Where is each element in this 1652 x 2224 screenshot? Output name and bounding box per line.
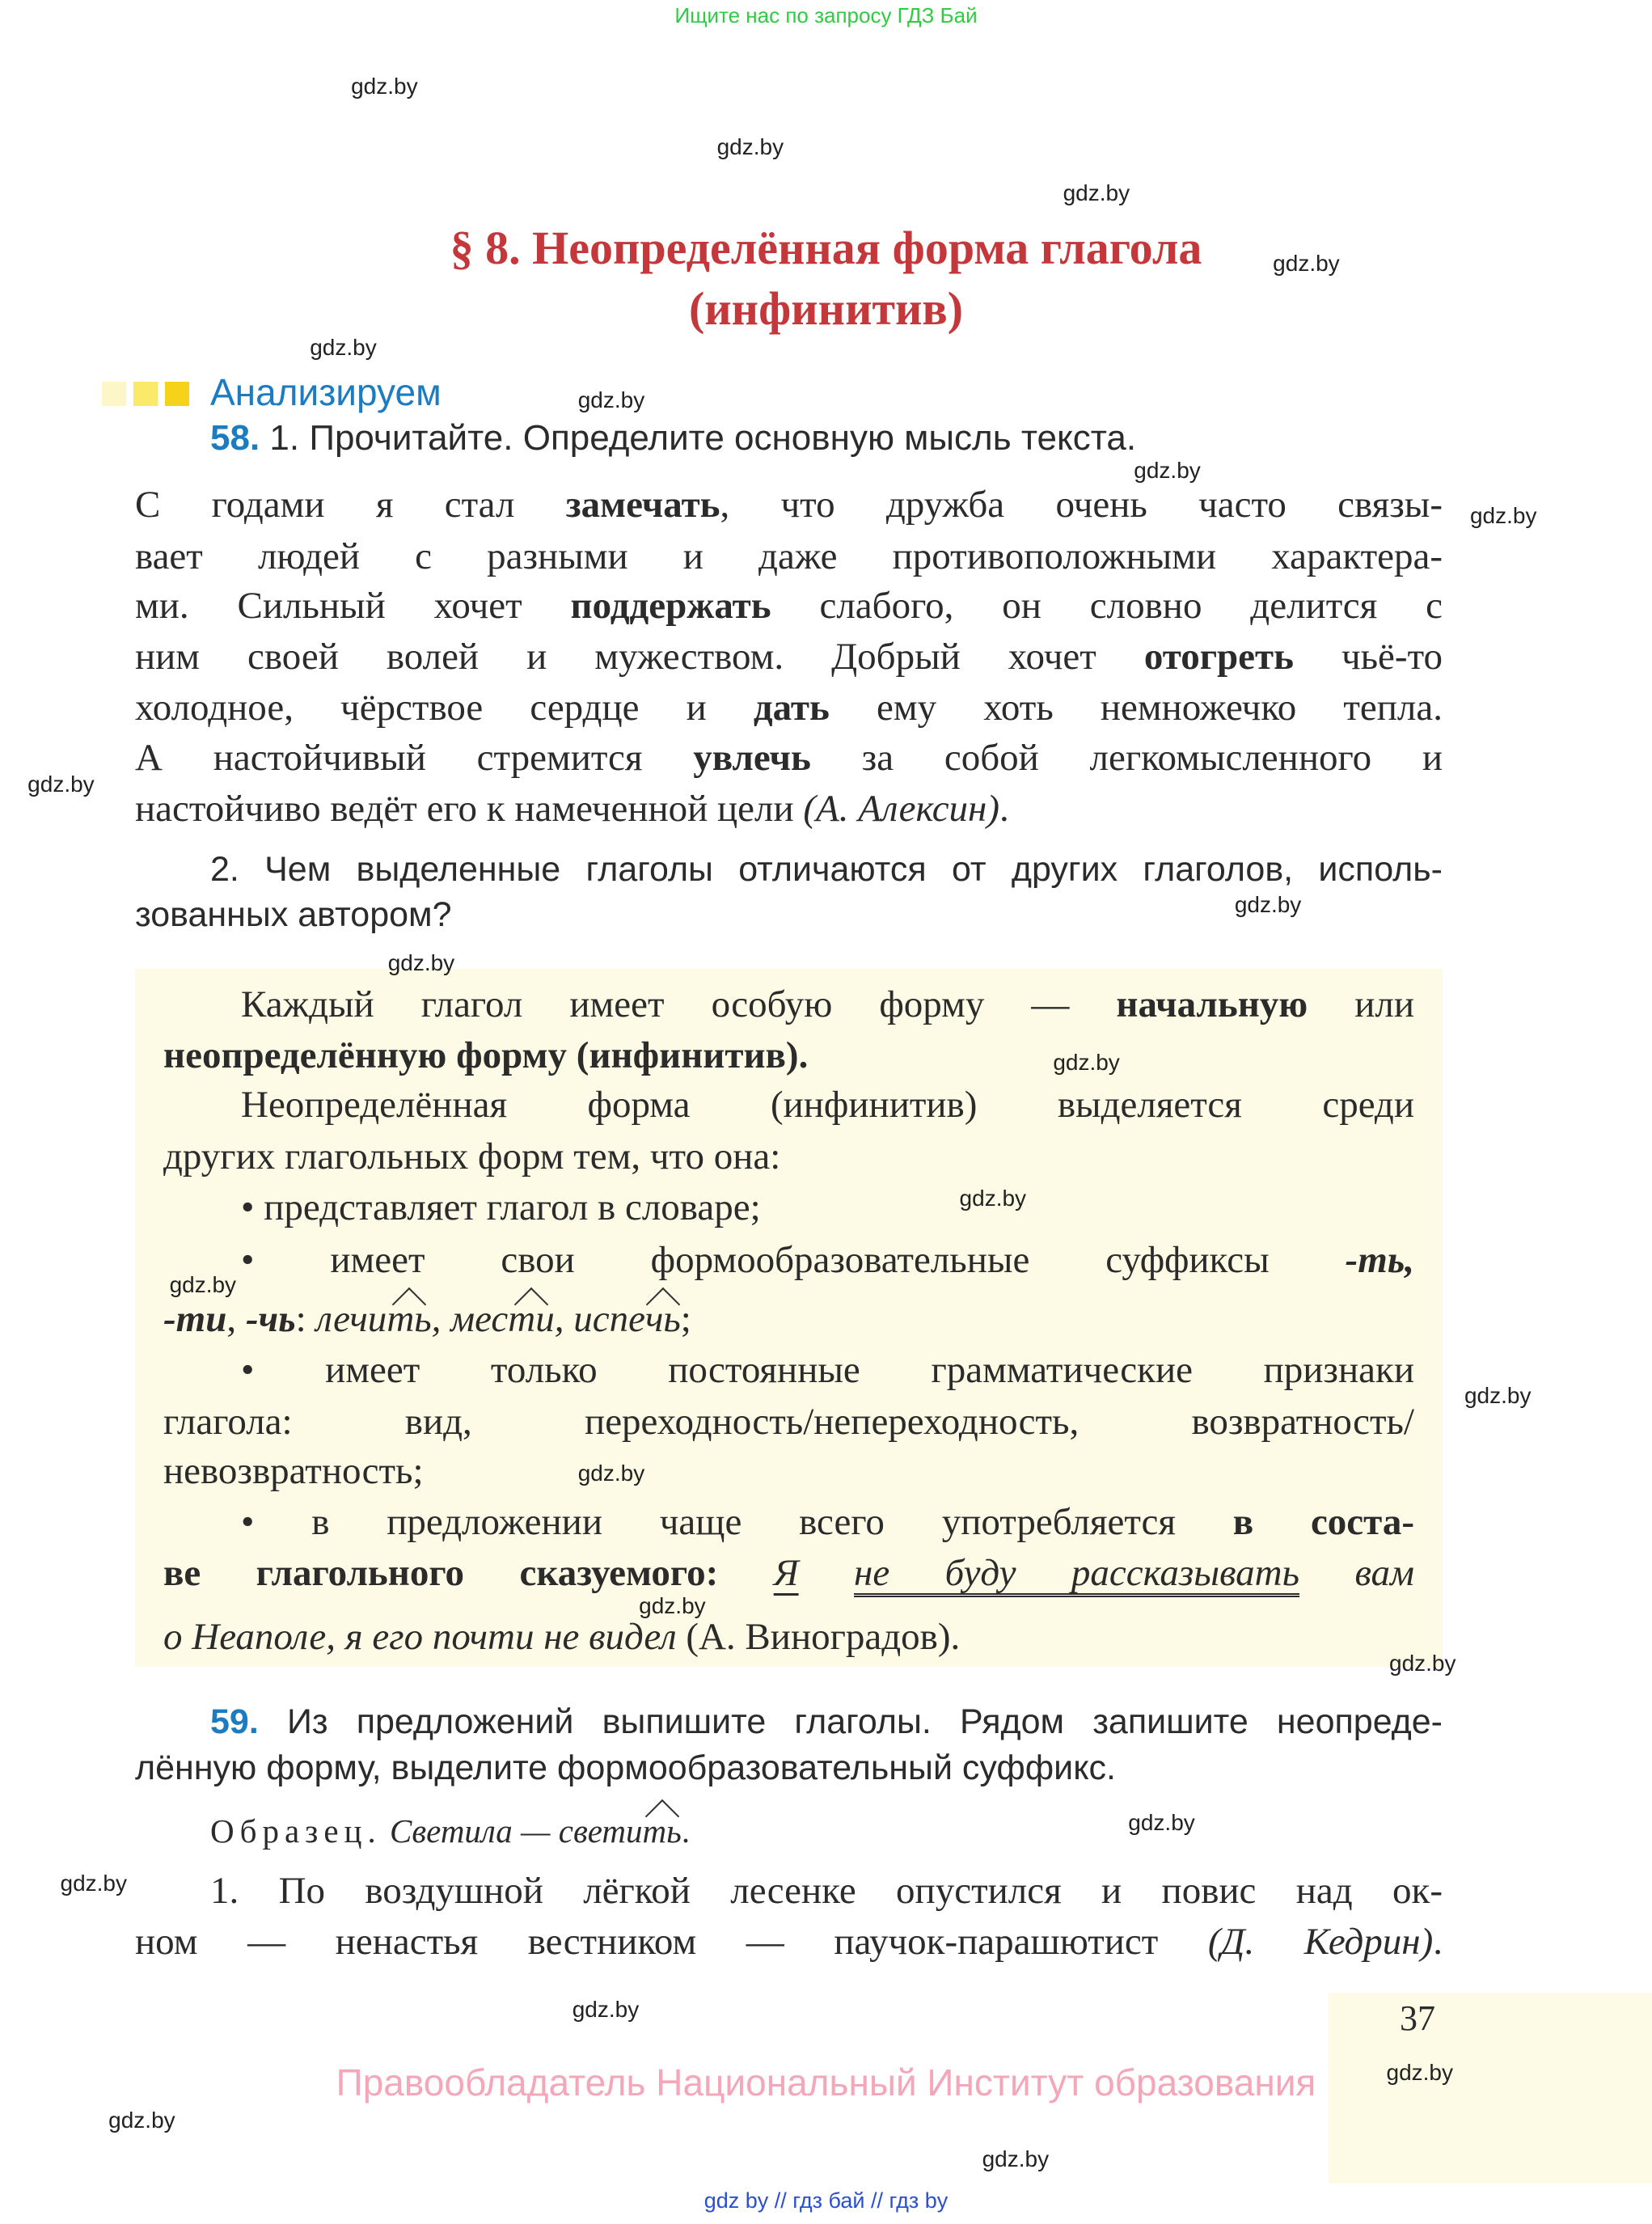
text-line	[241, 1235, 1414, 1285]
text-segment: , что дружба очень часто связы-	[720, 484, 1443, 526]
text-segment: о Неаполе, я его почти не видел	[163, 1616, 677, 1658]
bottom-links[interactable]: gdz by // гдз бай // гдз by	[703, 2188, 949, 2213]
text-segment: других глагольных форм тем, что она:	[163, 1135, 781, 1178]
text-line	[163, 1131, 780, 1182]
suffix-mark: чь	[645, 1294, 681, 1344]
text-segment: неопределённую форму (инфинитив).	[163, 1034, 809, 1076]
text-line	[241, 1345, 1414, 1395]
text-segment: лечи	[315, 1298, 387, 1340]
text-segment: ми. Сильный хочет	[135, 585, 571, 627]
text-line	[163, 1446, 424, 1496]
watermark: gdz.by	[982, 2146, 1050, 2171]
text-segment: не буду рассказывать	[854, 1552, 1299, 1594]
text-segment: А настойчивый стремится	[135, 737, 694, 779]
text-line	[241, 979, 1414, 1030]
text-line	[163, 1294, 691, 1344]
text-line	[135, 632, 1443, 682]
text-line	[135, 1917, 1443, 1967]
text-segment: Я	[773, 1552, 799, 1594]
watermark: gdz.by	[27, 771, 95, 797]
text-segment: холодное, чёрствое сердце и	[135, 687, 754, 729]
text-segment: замечать	[565, 484, 720, 526]
text-segment: увлечь	[693, 737, 811, 779]
watermark: gdz.by	[60, 1871, 127, 1896]
exercise-58-task1	[210, 416, 1136, 461]
watermark: gdz.by	[1234, 892, 1302, 918]
text-segment: :	[295, 1298, 316, 1340]
text-segment	[799, 1552, 854, 1594]
text-line	[163, 1397, 1414, 1447]
copyright-footer: Правообладатель Национальный Институт образования	[336, 2061, 1316, 2103]
watermark: gdz.by	[577, 387, 645, 412]
text-segment: ве глагольного сказуемого:	[163, 1552, 719, 1594]
text-segment: Неопределённая форма (инфинитив) выделяется среди	[241, 1084, 1414, 1126]
section-square-icon	[102, 382, 126, 406]
watermark: gdz.by	[387, 949, 455, 975]
text-segment: начальную	[1116, 983, 1308, 1025]
text-line	[241, 1497, 1414, 1547]
section-square-icon	[133, 382, 158, 406]
section-label: Анализируем	[210, 371, 442, 413]
text-segment: , мес	[431, 1298, 509, 1340]
text-segment: .	[1433, 1921, 1443, 1963]
search-banner: Ищите нас по запросу ГДЗ Бай	[674, 3, 978, 27]
text-segment: глагола: вид, переходность/непереходность, возвратность/	[163, 1401, 1414, 1443]
text-segment: невозвратность;	[163, 1450, 424, 1492]
text-line	[135, 581, 1443, 631]
suffix-mark: ти	[508, 1294, 554, 1344]
text-line	[210, 1866, 1443, 1916]
text-segment: ,	[226, 1298, 246, 1340]
text-line	[163, 1612, 960, 1662]
text-segment: (Д. Кедрин)	[1207, 1921, 1434, 1963]
text-segment: Образец.	[210, 1812, 382, 1850]
watermark: gdz.by	[169, 1272, 237, 1298]
text-segment: • в предложении чаще всего употребляется	[241, 1501, 1233, 1543]
text-line	[135, 531, 1443, 581]
text-segment: (А. Алексин)	[803, 788, 1000, 830]
watermark: gdz.by	[1386, 2059, 1453, 2085]
watermark: gdz.by	[310, 334, 377, 360]
text-segment: , испе	[554, 1298, 645, 1340]
text-segment: -ти	[163, 1298, 227, 1340]
text-segment: поддержать	[570, 585, 771, 627]
text-segment: в соста-	[1232, 1501, 1414, 1543]
watermark: gdz.by	[1128, 1809, 1195, 1835]
text-line	[210, 1806, 690, 1856]
text-segment	[718, 1552, 773, 1594]
text-segment: чьё-то	[1293, 636, 1443, 678]
text-line	[241, 1182, 761, 1233]
text-segment: или	[1308, 983, 1414, 1025]
watermark: gdz.by	[716, 134, 784, 160]
text-line	[163, 1548, 1414, 1598]
text-segment: за собой легкомысленного и	[810, 737, 1443, 779]
section-square-icon	[165, 382, 189, 406]
text-segment: дать	[753, 687, 830, 729]
text-segment: • имеет свои формообразовательные суффиксы	[241, 1239, 1346, 1281]
page-title-line2: (инфинитив)	[688, 282, 964, 335]
text-segment: • имеет только постоянные грамматические признаки	[241, 1349, 1414, 1391]
exercise-59-task-line	[210, 1699, 1443, 1744]
text-segment: Каждый глагол имеет особую форму —	[241, 983, 1117, 1025]
watermark: gdz.by	[1134, 458, 1201, 484]
exercise-58-task2-line: 2. Чем выделенные глаголы отличаются от других глаголов, исполь-	[210, 850, 1443, 889]
text-segment: 1. По воздушной лёгкой лесенке опустился и повис над ок-	[210, 1870, 1443, 1912]
watermark: gdz.by	[639, 1592, 706, 1618]
watermark: gdz.by	[577, 1461, 645, 1486]
text-segment: Светила — свети	[381, 1812, 643, 1850]
text-segment: ним своей волей и мужеством. Добрый хочет	[135, 636, 1144, 678]
text-segment: -чь	[245, 1298, 296, 1340]
text-segment: (А. Виноградов).	[676, 1616, 961, 1658]
page-title-line1: § 8. Неопределённая форма глагола	[450, 222, 1202, 274]
text-line	[135, 480, 1443, 530]
watermark: gdz.by	[1464, 1382, 1532, 1408]
text-segment: -ть,	[1345, 1239, 1414, 1281]
watermark: gdz.by	[1053, 1049, 1120, 1075]
text-line	[135, 733, 1443, 783]
text-segment: вает людей с разными и даже противоположными характера-	[135, 535, 1443, 577]
exercise-59-task-line: лённую форму, выделите формообразовательный суффикс.	[135, 1748, 1116, 1787]
watermark: gdz.by	[108, 2108, 175, 2133]
watermark: gdz.by	[1469, 503, 1537, 529]
watermark: gdz.by	[572, 1997, 640, 2023]
text-segment: .	[999, 788, 1009, 830]
text-segment: ;	[680, 1298, 691, 1340]
watermark: gdz.by	[1389, 1651, 1456, 1676]
text-segment: ном — ненастья вестником — паучок-парашютист	[135, 1921, 1208, 1963]
suffix-mark: ть	[643, 1806, 682, 1856]
watermark: gdz.by	[1273, 251, 1340, 277]
text-segment: слабого, он словно делится с	[771, 585, 1443, 627]
text-segment: вам	[1299, 1552, 1414, 1594]
text-line	[241, 1080, 1414, 1130]
text-segment: • представляет глагол в словаре;	[241, 1186, 761, 1228]
text-segment: С годами я стал	[135, 484, 566, 526]
exercise-58-task2-line: зованных автором?	[135, 895, 452, 934]
text-segment: .	[681, 1812, 691, 1850]
exercise-number: 58.	[210, 418, 260, 458]
exercise-number: 59.	[210, 1702, 259, 1741]
task-text: 1. Прочитайте. Определите основную мысль текста.	[269, 418, 1137, 458]
text-segment: настойчиво ведёт его к намеченной цели	[135, 788, 804, 830]
page-number: 37	[1400, 1998, 1435, 2038]
text-segment: ему хоть немножечко тепла.	[829, 687, 1443, 729]
text-line	[135, 784, 1443, 834]
watermark: gdz.by	[959, 1186, 1027, 1211]
suffix-mark: ть	[387, 1294, 431, 1344]
watermark: gdz.by	[351, 73, 418, 99]
watermark: gdz.by	[1063, 180, 1130, 205]
task-text: Из предложений выпишите глаголы. Рядом запишите неопреде-	[286, 1702, 1443, 1741]
text-line	[135, 683, 1443, 733]
text-segment: отогреть	[1143, 636, 1294, 678]
text-line	[163, 1030, 808, 1080]
